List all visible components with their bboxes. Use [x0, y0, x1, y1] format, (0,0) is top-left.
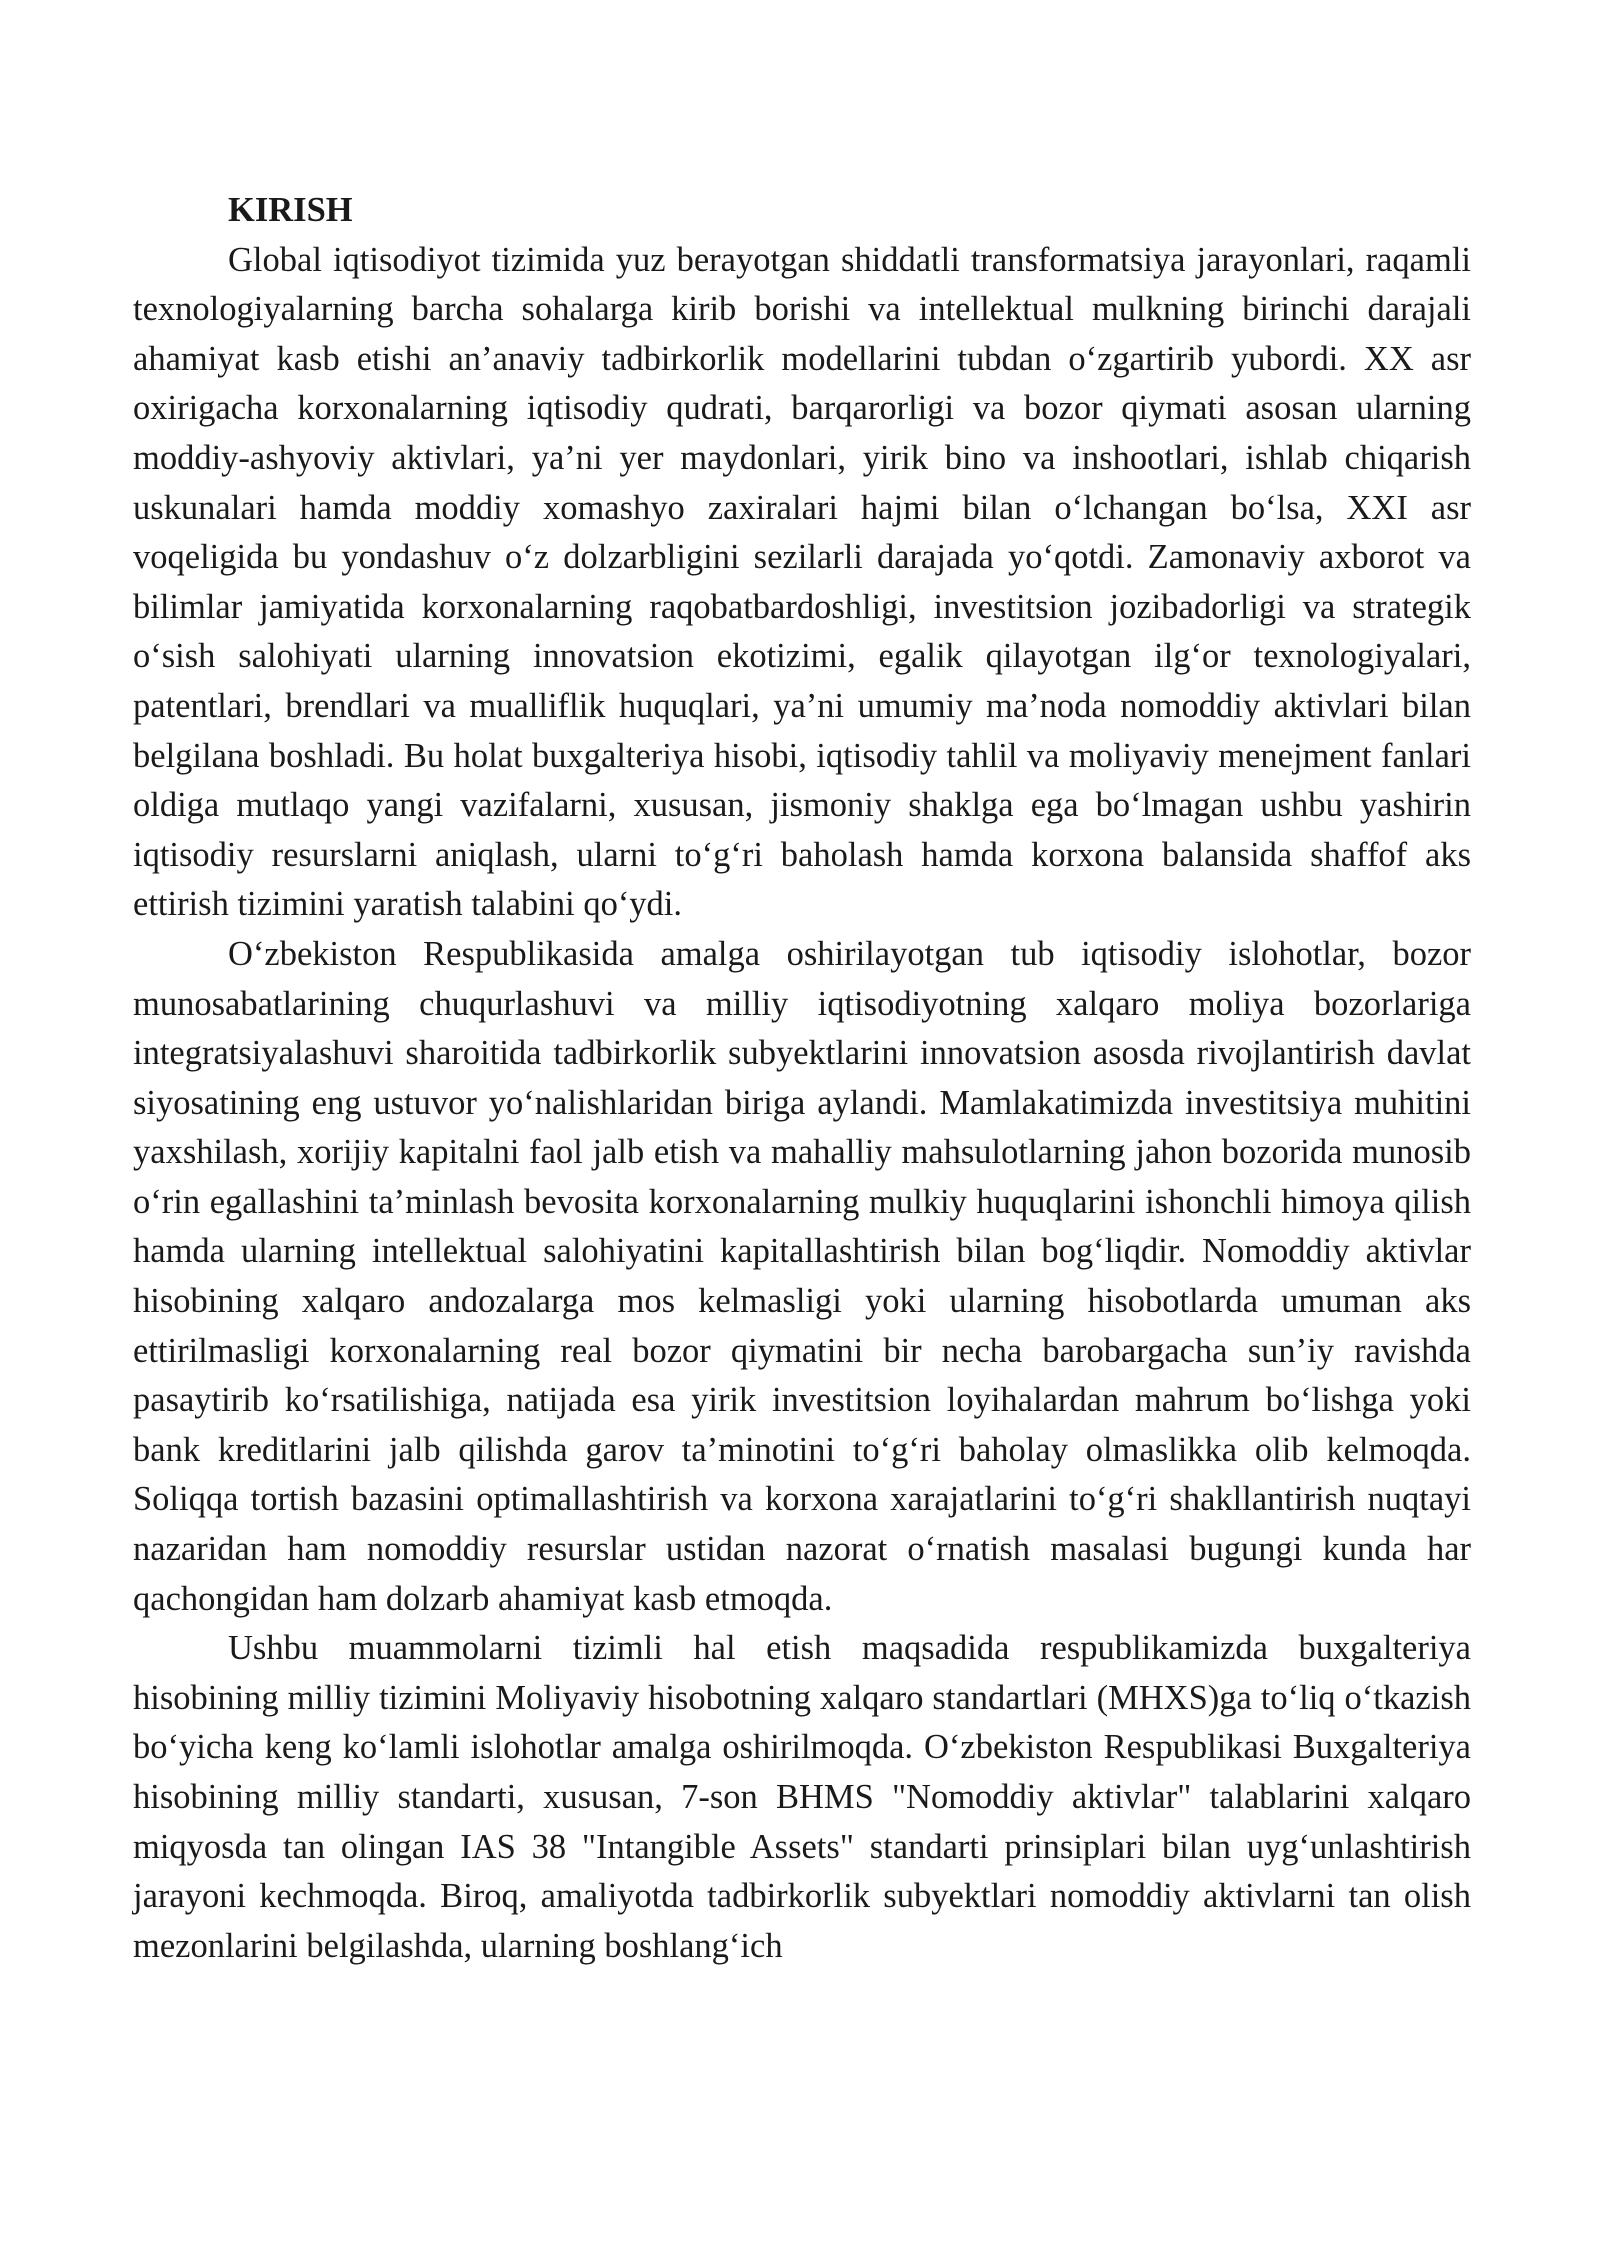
section-heading: KIRISH	[228, 191, 353, 229]
paragraph-1: Global iqtisodiyot tizimida yuz berayotgan shiddatli transformatsiya jarayonlari, raqamli texnologiyalarning barcha sohalarga kirib borishi va intellektual mulkning birinchi darajali ahamiyat kasb etishi an’anaviy tadbirkorlik modellarini tubdan o‘zgartirib yubordi. XX asr oxirigacha korxonalarning iqtisodiy qudrati, barqarorligi va bozor qiymati asosan ularning moddiy-ashyoviy aktivlari, ya’ni yer maydonlari, yirik bino va inshootlari, ishlab chiqarish uskunalari hamda moddiy xomashyo zaxiralari hajmi bilan o‘lchangan bo‘lsa, XXI asr voqeligida bu yondashuv o‘z dolzarbligini sezilarli darajada yo‘qotdi. Zamonaviy axborot va bilimlar jamiyatida korxonalarning raqobatbardoshligi, investitsion jozibadorligi va strategik o‘sish salohiyati ularning innovatsion ekotizimi, egalik qilayotgan ilg‘or texnologiyalari, patentlari, brendlari va mualliflik huquqlari, ya’ni umumiy ma’noda nomoddiy aktivlari bilan belgilana boshladi. Bu holat buxgalteriya hisobi, iqtisodiy tahlil va moliyaviy menejment fanlari oldiga mutlaqo yangi vazifalarni, xususan, jismoniy shaklga ega bo‘lmagan ushbu yashirin iqtisodiy resurslarni aniqlash, ularni to‘g‘ri baholash hamda korxona balansida shaffof aks ettirish tizimini yaratish talabini qo‘ydi.	[133, 240, 1471, 924]
paragraph-2: O‘zbekiston Respublikasida amalga oshirilayotgan tub iqtisodiy islohotlar, bozor munosabatlarining chuqurlashuvi va milliy iqtisodiyotning xalqaro moliya bozorlariga integratsiyalashuvi sharoitida tadbirkorlik subyektlarini innovatsion asosda rivojlantirish davlat siyosatining eng ustuvor yo‘nalishlaridan biriga aylandi. Mamlakatimizda investitsiya muhitini yaxshilash, xorijiy kapitalni faol jalb etish va mahalliy mahsulotlarning jahon bozorida munosib o‘rin egallashini ta’minlash bevosita korxonalarning mulkiy huquqlarini ishonchli himoya qilish hamda ularning intellektual salohiyatini kapitallashtirish bilan bog‘liqdir. Nomoddiy aktivlar hisobining xalqaro andozalarga mos kelmasligi yoki ularning hisobotlarda umuman aks ettirilmasligi korxonalarning real bozor qiymatini bir necha barobargacha sun’iy ravishda pasaytirib ko‘rsatilishiga, natijada esa yirik investitsion loyihalardan mahrum bo‘lishga yoki bank kreditlarini jalb qilishda garov ta’minotini to‘g‘ri baholay olmaslikka olib kelmoqda. Soliqqa tortish bazasini optimallashtirish va korxona xarajatlarini to‘g‘ri shakllantirish nuqtayi nazaridan ham nomoddiy resurslar ustidan nazorat o‘rnatish masalasi bugungi kunda har qachongidan ham dolzarb ahamiyat kasb etmoqda.	[133, 934, 1471, 1618]
paragraph-3: Ushbu muammolarni tizimli hal etish maqsadida respublikamizda buxgalteriya hisobining milliy tizimini Moliyaviy hisobotning xalqaro standartlari (MHXS)ga to‘liq o‘tkazish bo‘yicha keng ko‘lamli islohotlar amalga oshirilmoqda. O‘zbekiston Respublikasi Buxgalteriya hisobining milliy standarti, xususan, 7-son BHMS "Nomoddiy aktivlar" talablarini xalqaro miqyosda tan olingan IAS 38 "Intangible Assets" standarti prinsiplari bilan uyg‘unlashtirish jarayoni kechmoqda. Biroq, amaliyotda tadbirkorlik subyektlari nomoddiy aktivlarni tan olish mezonlarini belgilashda, ularning boshlang‘ich	[133, 1629, 1471, 1965]
document-body	[133, 186, 1471, 1971]
